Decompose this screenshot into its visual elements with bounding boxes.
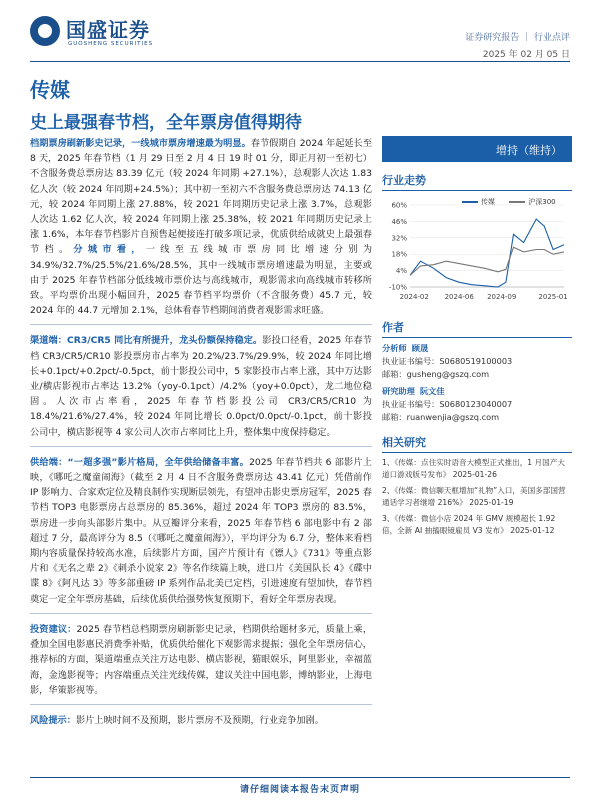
related-report[interactable] [382,485,572,509]
y-tick-label: 18% [391,250,407,259]
related-report[interactable] [382,457,572,481]
legend-label: 沪深300 [528,198,556,206]
report-date: 2025 年 02 月 05 日 [482,50,570,60]
x-tick-label: 2025-01 [538,293,568,301]
series-line-media [410,219,564,287]
paragraph-lead: 分城市看， [73,244,146,256]
y-tick-label: 46% [391,217,407,226]
x-tick-label: 2024-06 [444,293,474,301]
legend-swatch-icon [509,201,525,203]
header-divider [30,61,570,62]
paragraph-lead: 风险提示： [30,714,76,726]
section-divider [30,613,372,614]
section-divider [30,704,372,705]
paragraph-text: 一线至五线城市票房同比增速分别为 34.9%/32.7%/25.5%/21.6%/28.5%，其中一线城市票房增速最为明显，主要或由于 2025 年春节档部分低线城市票价达与高线城市，观影需求向高线城市转移所致。平均票价出现小幅回升，2025 春节档平均票价（不含服务费）45.7 元，较 2024 年的 44.7 元增加 2.1%，总体看春节档期间消费者观影需求旺盛。 [30,244,373,317]
paragraph-lead: 供给端：“一超多强”影片格局，全年供给储备丰富。 [30,456,250,468]
analyst-name: 顾晟 [411,343,429,353]
risk-paragraph [30,713,372,728]
paragraph-text: 影片上映时间不及预期，影片票房不及预期，行业竞争加剧。 [75,714,324,726]
related-report-date: 2025-01-19 [469,498,514,507]
channel-paragraph [30,333,372,439]
paragraph-text: 影投口径看，2025 年春节档 CR3/CR5/CR10 影投票房市占率为 20.2%/23.7%/29.9%，较 2024 年同比增长+0.1pct/+0.2pct/-0.5pct，前十影投公司中，5 家影投市占率上涨，其中万达影业/横店影视市占率达 13.2%（yoy-0.1pct）/4.2%（yoy+0.0pct），龙二地位稳固。人次市占率看，2025 年春节档影投公司 CR3/CR5/CR10 为 18.4%/21.6%/27.4%，较 2024 年同比增长 0.0pct/0.0pct/-0.1pct，前十影投公司中，横店影视等 4 家公司人次市占率同比上升，整体集中度保持稳定。 [30,335,372,438]
related-report[interactable] [382,513,572,537]
main-body [30,136,372,728]
paragraph-text: 2025 年春节档共 6 部影片上映，《哪吒之魔童闹海》（截至 2 月 4 日不含服务费票房达 43.41 亿元）凭借前作 IP 影响力、合家欢定位及精良制作实现断层领先，有望冲击影史票房冠军，2025 春节档 TOP3 电影票房占总票房的 85.36%，超过 2024 年 TOP3 票房的 83.5%，票房进一步向头部影片集中。从豆瓣评分来看，2025 年春节档 6 部电影中有 2 部超过 7 分，最高评分为 8.5（《哪吒之魔童闹海》），平均评分为 6.7 分，整体来看档期内容质量保持较高水准，后续影片方面，国产片预计有《镖人》《731》等重点影片和《无名之辈 2》《刺杀小说家 2》等名作续篇上映，进口片《美国队长 4》《碟中谍 8》《阿凡达 3》等多部重磅 IP 系列作品北美已定档，引进速度有望加快，春节档奠定一定全年票房基础，后续优质供给强势恢复预期下，看好全年票房表现。 [30,456,372,605]
authors-section-title: 作者 [382,319,572,338]
legend-swatch-icon [462,201,478,203]
cert-number: S0680123040007 [439,399,513,409]
related-report-title[interactable]: 2、《传媒：微信聊天框增加“礼物”入口，美国多部国营通话学习者继增 216%》 [382,486,566,507]
related-report-date: 2025-01-12 [510,526,555,535]
analyst-email[interactable]: gusheng@gszq.com [406,369,490,379]
report-title: 史上最强春节档，全年票房值得期待 [30,113,302,133]
report-type: 证券研究报告 ｜ 行业点评 [465,33,570,43]
x-tick-label: 2024-02 [399,293,429,301]
analyst-name: 阮文佳 [419,386,445,396]
paragraph-lead: 渠道端：CR3/CR5 同比有所提升，龙头份额保持稳定。 [30,335,263,347]
summary-paragraph [30,136,372,318]
footer-divider [30,777,570,778]
related-report-title[interactable]: 3、《传媒：微信小店 2024 年 GMV 规模超长 1.92 倍，全新 AI 抽搐眼镜雇员 V3 发布》 [382,514,556,535]
legend-label: 传媒 [481,198,495,206]
related-section-title: 相关研究 [382,434,572,453]
related-report-title[interactable]: 1、《传媒：点住实时语音大模型正式推出，1 月国产大道口游戏版号发布》 [382,458,565,479]
paragraph-lead: 档期票房刷新影史记录，一线城市票房增速最为明显。 [30,138,251,149]
section-divider [30,446,372,447]
trend-section-title: 行业走势 [382,172,572,191]
footer-disclaimer: 请仔细阅读本报告末页声明 [239,785,360,795]
analyst-block [382,385,572,424]
sidebar [382,136,572,537]
mail-label: 邮箱： [382,412,407,422]
brand-name: 国盛证券 [66,18,150,42]
trend-chart [382,191,572,309]
analyst-role: 研究助理 [382,386,415,396]
analyst-block [382,342,572,381]
paragraph-text: 2025 春节档总档期票房刷新影史记录，档期供给题材多元，质量上乘，叠加全国电影惠民消费季补贴，优质供给催化下观影需求提振；强化全年票房信心，推荐标的方面，渠道端重点关注万达电影、横店影视，猫眼娱乐，阿里影业，幸福蓝海，金逸影视等；内容端重点关注光线传媒，建议关注中国电影，博纳影业，上海电影，华策影视等。 [30,623,373,696]
x-tick-label: 2024-09 [487,293,517,301]
series-line-csi300 [410,247,564,275]
trend-chart-svg [382,191,572,309]
chart-legend [462,197,568,207]
analyst-email[interactable]: ruanwenjia@gszq.com [406,412,500,422]
sector-name: 传媒 [30,78,70,102]
y-tick-label: -10% [388,283,407,292]
y-tick-label: 32% [391,234,407,243]
cert-label: 执业证书编号： [382,356,440,366]
legend-item [462,198,495,206]
brand-logo-icon [30,16,60,46]
investment-paragraph [30,622,372,698]
section-divider [30,324,372,325]
cert-label: 执业证书编号： [382,399,440,409]
y-tick-label: 60% [391,201,407,210]
supply-paragraph [30,455,372,607]
cert-number: S0680519100003 [439,356,513,366]
legend-item [509,198,555,206]
mail-label: 邮箱： [382,369,407,379]
paragraph-lead: 投资建议： [30,623,77,635]
related-report-date: 2025-01-26 [452,470,497,479]
analyst-role: 分析师 [382,343,407,353]
paragraph-text: 春节假期自 2024 年起延长至 8 天，2025 年春节档（1 月 29 日至 2 月 4 日 19 时 01 分，即正月初一至初七）不含服务费总票房达 83.39 亿元（较 2024 年同期 +27.1%），总观影人次达 1.83 亿人次（较 2024 年同期+24.5%）；其中初一至初六不含服务费总票房达 74.13 亿元，较 2024 年同期上涨 27.88%，较 2021 年同期历史记录上涨 3.7%，总观影人次达 1.62 亿人次，较 2024 年同期上涨 25.38%，较 2021 年同期历史记录上涨 1.6%，本年春节档影片自预售起便接连打破多项记录，优质供给成就史上最强春节档。 [30,138,373,256]
brand-name-en: GUOSHENG SECURITIES [68,41,154,47]
y-tick-label: 4% [395,267,407,276]
rating-badge: 增持（维持） [382,136,572,162]
